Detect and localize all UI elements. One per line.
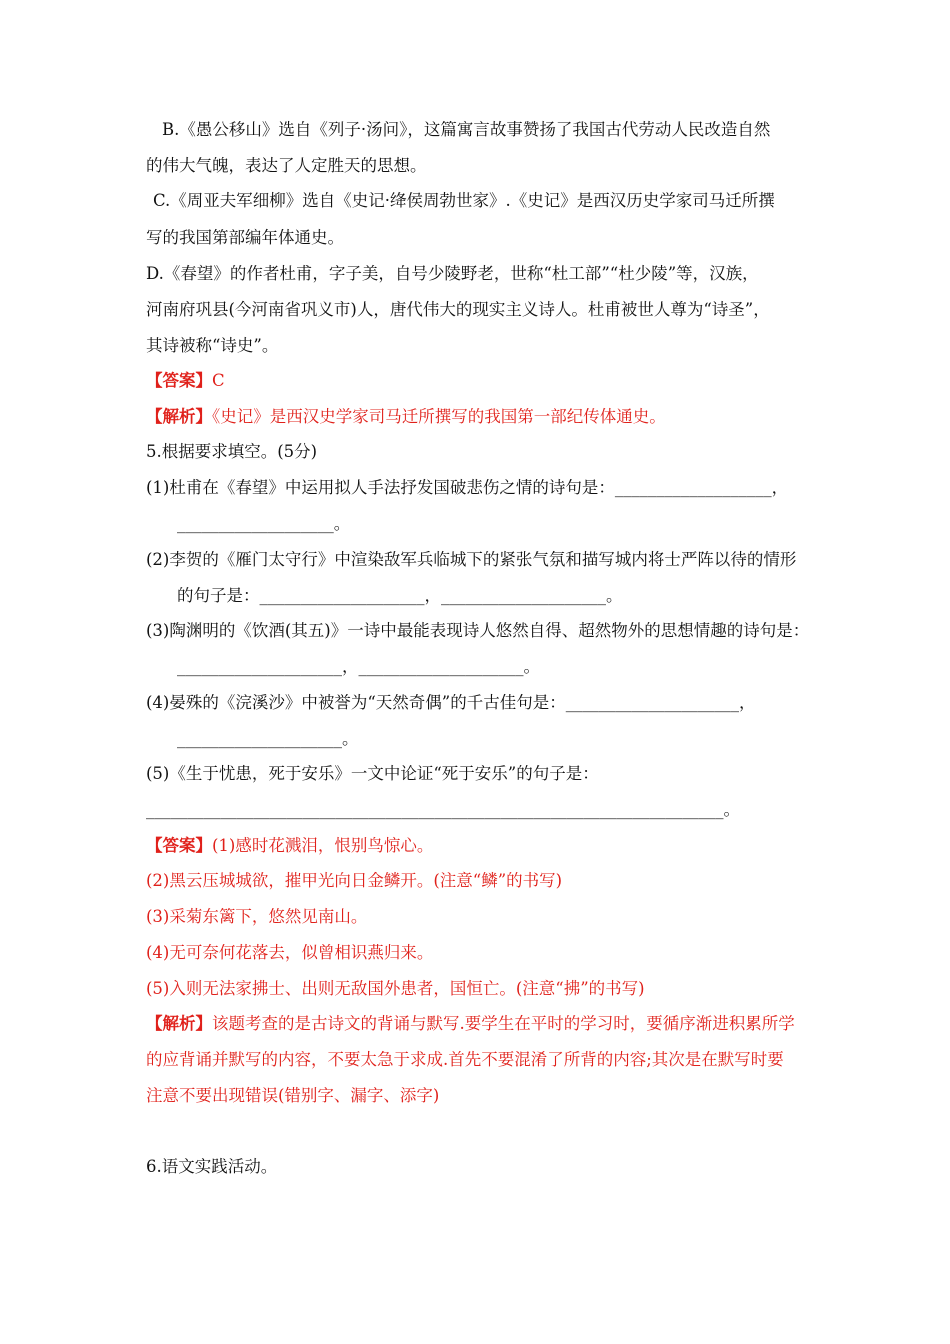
q5-analysis-line-3: 注意不要出现错误(错别字、漏字、添字): [146, 1086, 440, 1105]
q5-part-5-line-2: ______________________________________________________________________。: [146, 800, 740, 819]
answer-tag: 【答案】: [146, 836, 212, 855]
q5-analysis-line-1: [146, 1014, 795, 1034]
q5-part-5-line-1: (5)《生于忧患，死于安乐》一文中论证“死于安乐”的句子是：: [146, 764, 599, 783]
q5-part-2-line-1: (2)李贺的《雁门太守行》中渲染敌军兵临城下的紧张气氛和描写城内将士严阵以待的情形: [146, 550, 797, 569]
q4-answer: [146, 371, 225, 391]
q5-analysis-line-2: 的应背诵并默写的内容，不要太急于求成.首先不要混淆了所背的内容;其次是在默写时要: [146, 1050, 784, 1069]
q5-answer-3: (3)采菊东篱下，悠然见南山。: [146, 907, 368, 926]
option-d-line-3: 其诗被称“诗史”。: [146, 336, 279, 355]
q5-part-2-line-2: 的句子是：____________________，____________________。: [177, 586, 623, 605]
option-d-line-1: D.《春望》的作者杜甫，字子美，自号少陵野老，世称“杜工部”“杜少陵”等，汉族，: [146, 264, 759, 283]
q5-title: 5.根据要求填空。(5分): [146, 442, 318, 461]
analysis-tag: 【解析】: [146, 1014, 212, 1033]
option-b-line-1: B.《愚公移山》选自《列子·汤问》，这篇寓言故事赞扬了我国古代劳动人民改造自然: [162, 120, 771, 139]
option-b-line-2: 的伟大气魄，表达了人定胜天的思想。: [146, 156, 427, 175]
q5-part-1-line-2: ___________________。: [177, 514, 351, 533]
q5-part-4-line-2: ____________________。: [177, 729, 359, 748]
q5-answer-5: (5)入则无法家拂士、出则无敌国外患者，国恒亡。(注意“拂”的书写): [146, 979, 645, 998]
q5-answer-4: (4)无可奈何花落去，似曾相识燕归来。: [146, 943, 434, 962]
q4-analysis: [146, 407, 666, 427]
q5-answer-1: [146, 836, 433, 856]
q5-answer-2: (2)黑云压城城欲，摧甲光向日金鳞开。(注意“鳞”的书写): [146, 871, 563, 890]
q5-part-3-line-2: ____________________，____________________。: [177, 657, 540, 676]
analysis-text: 《史记》是西汉史学家司马迁所撰写的我国第一部纪传体通史。: [212, 407, 666, 426]
answer-text: C: [212, 371, 225, 390]
answer-tag: 【答案】: [146, 371, 212, 390]
q5-part-4-line-1: (4)晏殊的《浣溪沙》中被誉为“天然奇偶”的千古佳句是：_____________________，: [146, 693, 756, 712]
q5-part-3-line-1: (3)陶渊明的《饮酒(其五)》一诗中最能表现诗人悠然自得、超然物外的思想情趣的诗句是：: [146, 621, 810, 640]
answer-text: (1)感时花溅泪，恨别鸟惊心。: [212, 836, 434, 855]
analysis-text: 该题考查的是古诗文的背诵与默写.要学生在平时的学习时，要循序渐进积累所学: [212, 1014, 795, 1033]
q5-part-1-line-1: (1)杜甫在《春望》中运用拟人手法抒发国破悲伤之情的诗句是：___________________，: [146, 478, 789, 497]
analysis-tag: 【解析】: [146, 407, 212, 426]
option-c-line-2: 写的我国第部编年体通史。: [146, 228, 344, 247]
q6-title: 6.语文实践活动。: [146, 1157, 278, 1176]
option-d-line-2: 河南府巩县(今河南省巩义市)人，唐代伟大的现实主义诗人。杜甫被世人尊为“诗圣”，: [146, 300, 770, 319]
option-c-line-1: C.《周亚夫军细柳》选自《史记·绛侯周勃世家》.《史记》是西汉历史学家司马迁所撰: [153, 191, 775, 210]
